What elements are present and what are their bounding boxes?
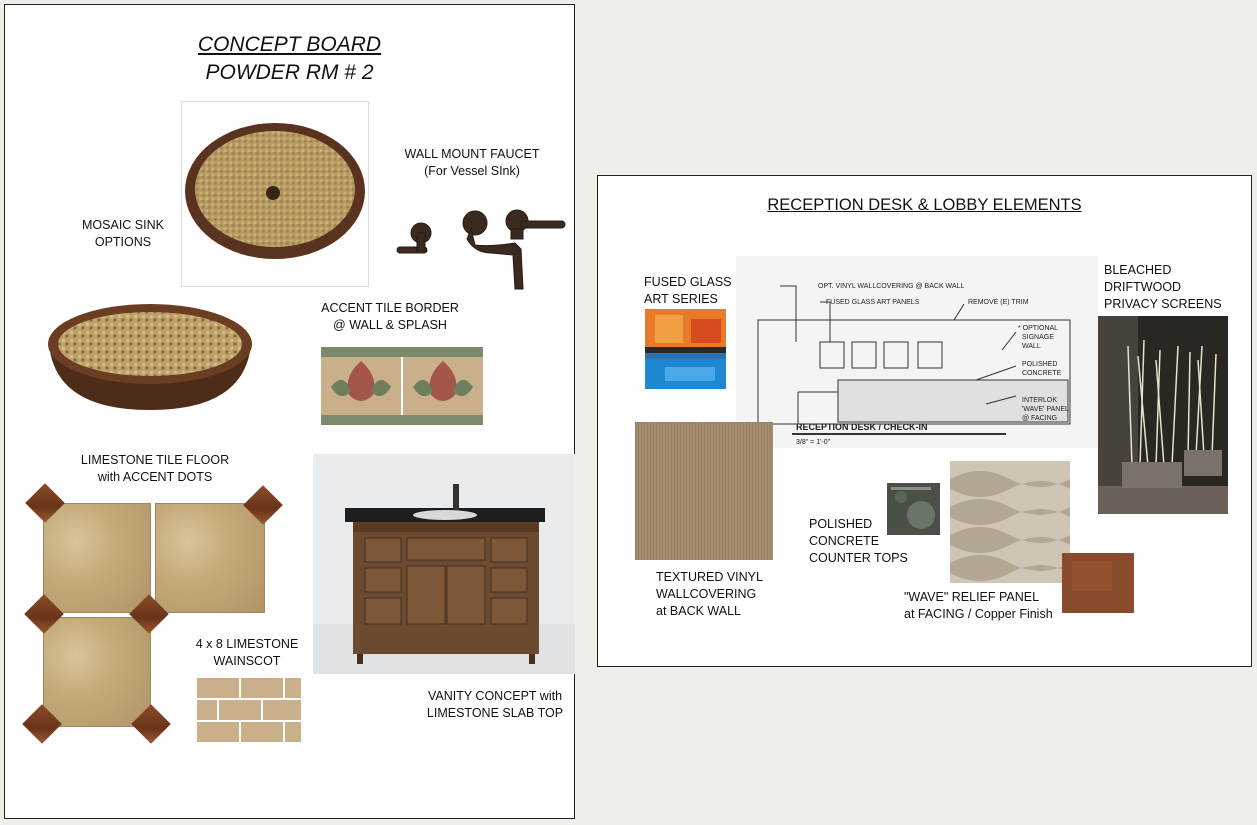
svg-text:SIGNAGE: SIGNAGE (1022, 334, 1054, 341)
fused-glass-label: FUSED GLASS ART SERIES (644, 275, 732, 306)
sketch-note-vinyl: OPT. VINYL WALLCOVERING @ BACK WALL (818, 283, 965, 290)
faucet-label: WALL MOUNT FAUCET (For Vessel SInk) (404, 147, 540, 178)
reception-board-title: RECEPTION DESK & LOBBY ELEMENTS (767, 196, 1082, 214)
driftwood-label: BLEACHED DRIFTWOOD PRIVACY SCREENS (1104, 263, 1222, 311)
vanity-label: VANITY CONCEPT with LIMESTONE SLAB TOP (426, 689, 564, 720)
copper-finish-swatch (1062, 553, 1134, 613)
svg-text:WALL: WALL (1022, 343, 1041, 350)
wainscot-label: 4 x 8 LIMESTONE WAINSCOT (195, 637, 299, 668)
sketch-note-fused: FUSED GLASS ART PANELS (826, 299, 920, 306)
reception-desk-sketch (736, 256, 1098, 448)
sketch-note-signage: * OPTIONAL (1018, 325, 1059, 332)
limestone-tile (43, 617, 151, 727)
sketch-note-trim: REMOVE (E) TRIM (968, 299, 1029, 306)
mosaic-sink-top-image (181, 101, 369, 287)
powder-room-concept-board (4, 4, 575, 819)
sketch-note-wave: INTERLOK (1022, 397, 1058, 404)
wave-relief-panel-image (950, 461, 1070, 583)
limestone-tile (155, 503, 265, 613)
sketch-scale: 3/8" = 1'-0" (796, 439, 831, 446)
textured-vinyl-swatch (635, 422, 773, 560)
mosaic-sink-label: MOSAIC SINK OPTIONS (82, 218, 164, 249)
limestone-wainscot-image (196, 677, 302, 743)
concrete-label: POLISHED CONCRETE COUNTER TOPS (809, 517, 908, 565)
sketch-note-concrete: POLISHED (1022, 361, 1058, 368)
vinyl-label: TEXTURED VINYL WALLCOVERING at BACK WALL (656, 570, 763, 618)
sketch-caption: RECEPTION DESK / CHECK-IN (796, 422, 928, 432)
board-title: CONCEPT BOARD POWDER RM # 2 (197, 33, 382, 84)
accent-tile-label: ACCENT TILE BORDER @ WALL & SPLASH (321, 301, 459, 332)
vanity-concept-image (313, 454, 575, 674)
limestone-tile (43, 503, 151, 613)
svg-text:@ FACING: @ FACING (1022, 415, 1058, 422)
reception-lobby-board (597, 175, 1252, 667)
fused-glass-art-image (645, 309, 726, 389)
mosaic-vessel-bowl-image (45, 298, 255, 416)
wave-label: "WAVE" RELIEF PANEL at FACING / Copper Finish (904, 590, 1053, 621)
accent-tile-border-image (321, 347, 483, 425)
limestone-floor-label: LIMESTONE TILE FLOOR with ACCENT DOTS (80, 453, 230, 484)
svg-text:CONCRETE: CONCRETE (1022, 370, 1062, 377)
svg-text:'WAVE' PANEL: 'WAVE' PANEL (1022, 406, 1069, 413)
wall-mount-faucet-image (391, 199, 569, 295)
driftwood-privacy-screen-image (1098, 316, 1228, 514)
